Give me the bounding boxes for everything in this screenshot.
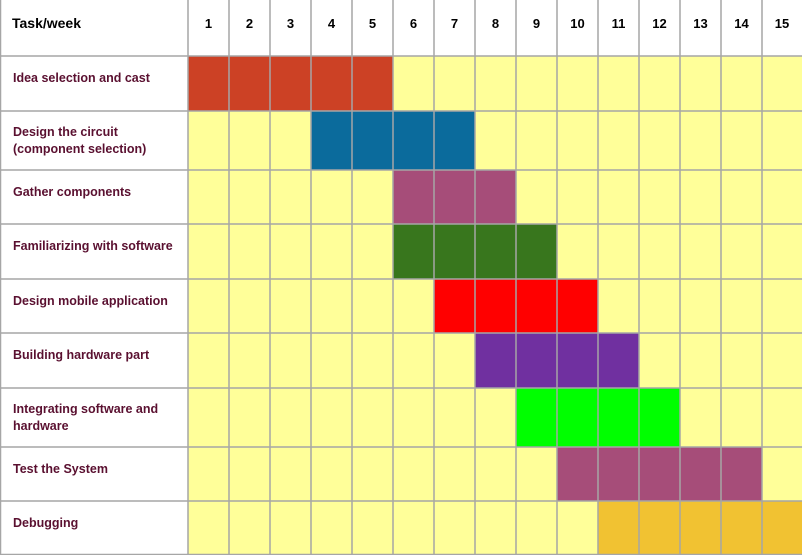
week-label-6: 6 — [409, 16, 418, 31]
week-label-11: 11 — [611, 16, 626, 31]
task-bar — [393, 170, 516, 224]
week-label-5: 5 — [368, 16, 377, 31]
week-label-3: 3 — [286, 16, 295, 31]
task-label: hardware — [13, 419, 69, 433]
week-label-14: 14 — [734, 16, 749, 31]
task-label: Debugging — [13, 516, 79, 530]
week-label-1: 1 — [204, 16, 213, 31]
task-label: Design the circuit — [13, 125, 118, 139]
task-label: Design mobile application — [13, 294, 168, 308]
week-label-4: 4 — [327, 16, 336, 31]
week-label-12: 12 — [652, 16, 667, 31]
week-label-2: 2 — [245, 16, 254, 31]
week-label-9: 9 — [532, 16, 541, 31]
week-label-7: 7 — [450, 16, 459, 31]
task-bar — [598, 501, 802, 555]
task-bar — [188, 56, 393, 111]
task-label: Familiarizing with software — [13, 239, 173, 253]
week-label-15: 15 — [774, 16, 790, 31]
task-label: Gather components — [13, 185, 132, 199]
week-label-13: 13 — [693, 16, 708, 31]
task-label: Building hardware part — [13, 348, 150, 362]
task-label: Test the System — [13, 462, 108, 476]
task-bar — [557, 447, 762, 501]
week-label-8: 8 — [491, 16, 500, 31]
header-task-week-label: Task/week — [12, 15, 82, 31]
task-label: (component selection) — [13, 142, 147, 156]
week-label-10: 10 — [570, 16, 585, 31]
task-label: Idea selection and cast — [13, 71, 150, 85]
header-row — [0, 0, 802, 56]
task-label: Integrating software and — [13, 402, 159, 416]
